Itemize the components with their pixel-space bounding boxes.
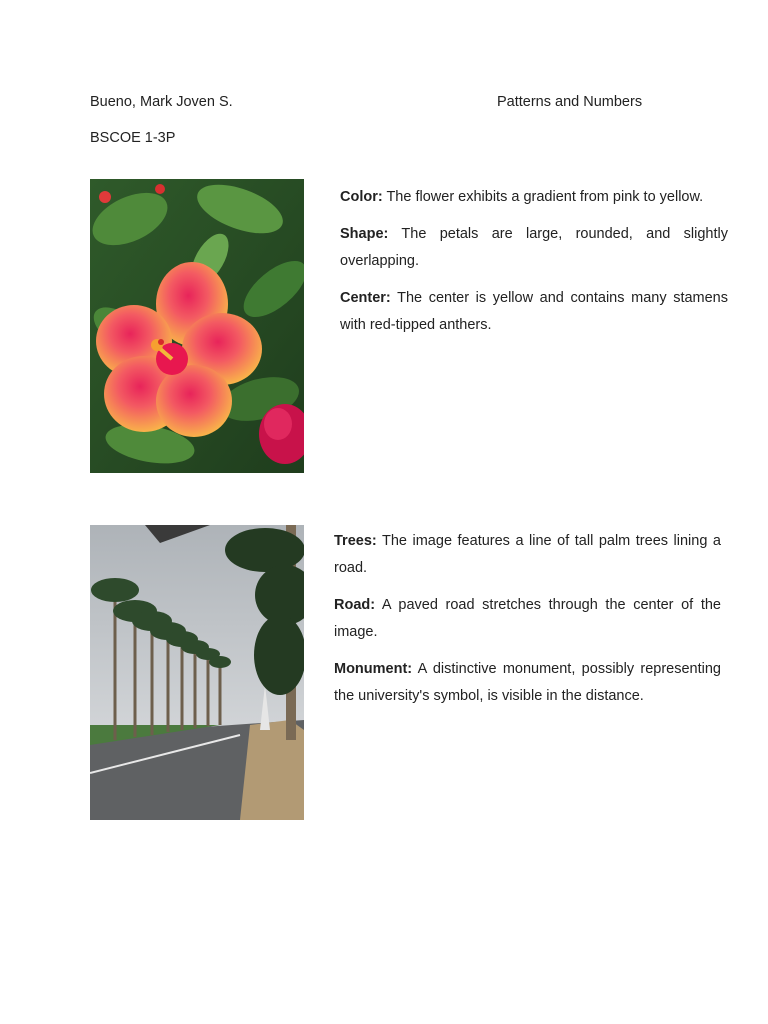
- flower-description: [340, 184, 728, 349]
- monument-text: A distinctive monument, possibly representing the university's symbol, is visible in the distance.: [334, 661, 721, 704]
- shape-description: [340, 221, 728, 275]
- road-description-item: [334, 592, 721, 646]
- center-text: The center is yellow and contains many stamens with red-tipped anthers.: [340, 290, 728, 333]
- trees-label: Trees:: [334, 533, 377, 549]
- hibiscus-flower-photo: [90, 179, 304, 473]
- color-text: The flower exhibits a gradient from pink to yellow.: [382, 189, 704, 205]
- monument-label: Monument:: [334, 661, 413, 677]
- road-label: Road:: [334, 597, 376, 613]
- center-description: [340, 285, 728, 339]
- color-label: Color:: [340, 189, 383, 205]
- trees-description: [334, 528, 721, 582]
- shape-text: The petals are large, rounded, and slightly overlapping.: [340, 226, 728, 269]
- document-title: Patterns and Numbers: [497, 94, 643, 110]
- road-description: [334, 528, 721, 720]
- palm-tree-road-photo: [90, 525, 304, 820]
- monument-description: [334, 656, 721, 710]
- trees-text: The image features a line of tall palm trees lining a road.: [334, 533, 721, 576]
- center-label: Center:: [340, 290, 391, 306]
- color-description: [340, 184, 728, 211]
- road-text: A paved road stretches through the center of the image.: [334, 597, 721, 640]
- student-name: Bueno, Mark Joven S.: [90, 94, 233, 110]
- shape-label: Shape:: [340, 226, 389, 242]
- student-section: BSCOE 1-3P: [90, 130, 176, 146]
